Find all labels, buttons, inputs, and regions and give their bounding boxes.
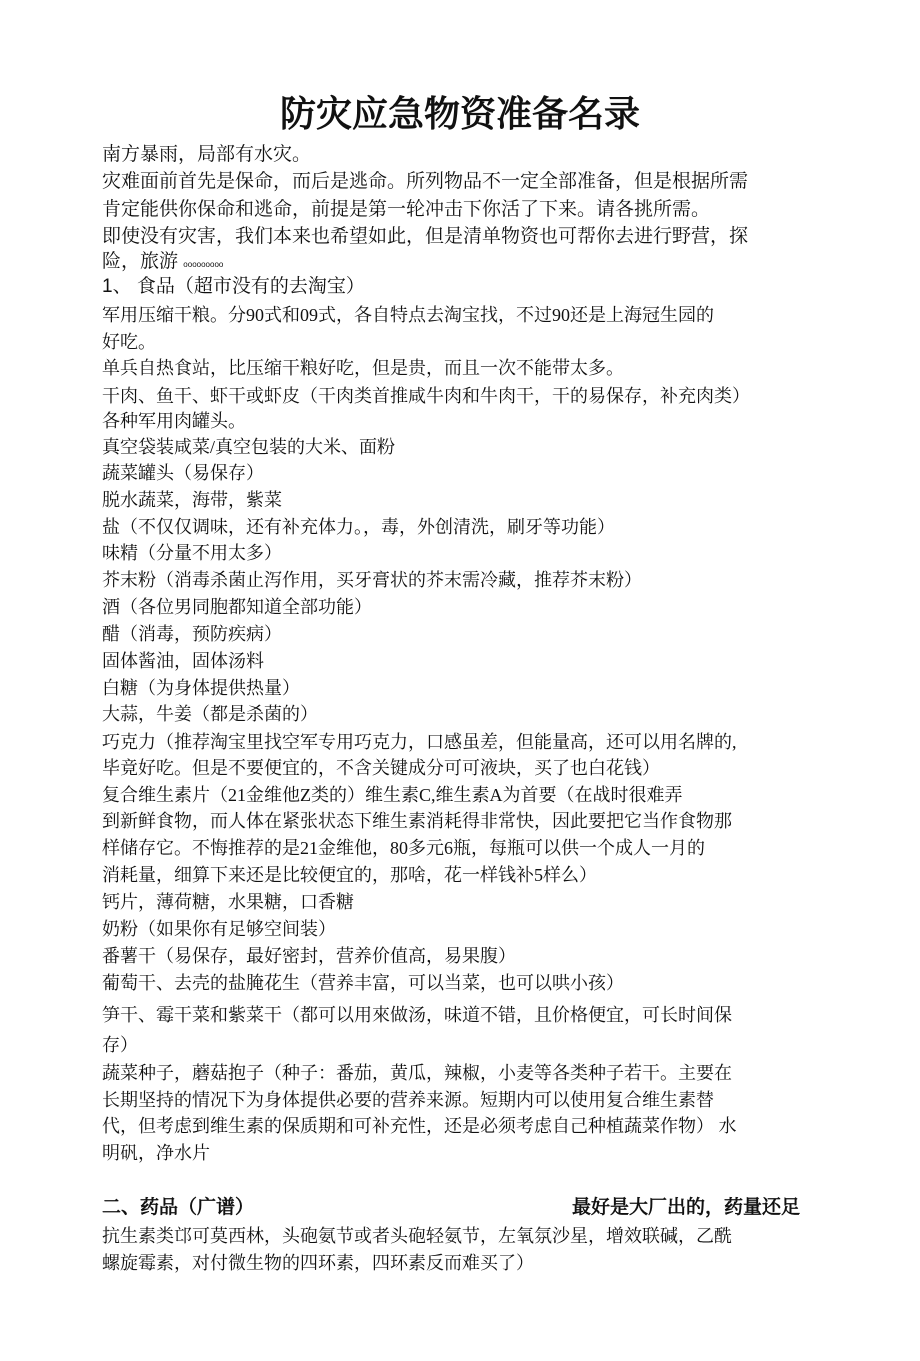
food-item-line: 大蒜，牛姜（都是杀菌的） [102, 704, 318, 724]
food-item-line: 巧克力（推荐淘宝里找空军专用巧克力，口感虽差，但能量高，还可以用名牌的, [102, 732, 737, 752]
intro-line: 即使没有灾害，我们本来也希望如此，但是清单物资也可帮你去进行野营，探 [102, 226, 749, 247]
food-item-line: 葡萄干、去壳的盐腌花生（营养丰富，可以当菜，也可以哄小孩） [102, 973, 624, 993]
food-item-line: 醋（消毒，预防疾病） [102, 624, 282, 644]
medicine-line: 抗生素类邙可莫西林，头砲氨节或者头砲轻氨节，左氧氛沙星，增效联碱，乙酰 [102, 1226, 732, 1246]
food-item-line: 味精（分量不用太多） [102, 543, 282, 563]
section2-note: 最好是大厂出的，药量还足 [572, 1197, 801, 1218]
intro-line: 肯定能供你保命和逃命，前提是第一轮冲击下你活了下来。请各挑所需。 [102, 199, 711, 220]
food-item-line: 蔬菜罐头（易保存） [102, 463, 264, 483]
food-item-line: 酒（各位男同胞都知道全部功能） [102, 597, 372, 617]
food-item-line: 钙片，薄荷糖，水果糖，口香糖 [102, 892, 354, 912]
food-item-line: 真空袋装咸菜/真空包装的大米、面粉 [102, 437, 395, 457]
food-item-line: 毕竟好吃。但是不要便宜的，不含关键成分可可液块，买了也白花钱） [102, 758, 660, 778]
food-item-line: 军用压缩干粮。分90式和09式，各自特点去淘宝找，不过90还是上海冠生园的 [102, 305, 714, 325]
food-item-line: 消耗量，细算下来还是比较便宜的，那啥，花一样钱补5样么） [102, 865, 597, 885]
intro-line-text: 险，旅游 [102, 251, 179, 272]
food-item-line: 单兵自热食站，比压缩干粮好吃，但是贵，而且一次不能带太多。 [102, 358, 624, 378]
food-item-line: 好吃。 [102, 332, 156, 352]
page-title: 防灾应急物资准备名录 [279, 93, 640, 134]
food-item-line: 芥末粉（消毒杀菌止泻作用，买牙膏状的芥末需冷藏，推荐芥末粉） [102, 570, 642, 590]
food-item-line: 番薯干（易保存，最好密封，营养价值高，易果腹） [102, 946, 516, 966]
section1-heading: 1、 食品（超市没有的去淘宝） [102, 276, 365, 297]
food-item-line: 存） [102, 1035, 138, 1055]
food-item-line: 各种军用肉罐头。 [102, 411, 246, 431]
intro-line: 南方暴雨，局部有水灾。 [102, 144, 312, 165]
food-item-line: 代，但考虑到维生素的保质期和可补充性，还是必须考虑自己种植蔬菜作物） 水 [102, 1116, 737, 1136]
food-item-line: 奶粉（如果你有足够空间装） [102, 919, 336, 939]
section2-heading: 二、药品（广谱） [102, 1197, 255, 1218]
food-item-line: 盐（不仅仅调味，还有补充体力。，毒，外创清洗，刷牙等功能） [102, 517, 615, 537]
food-item-line: 干肉、鱼干、虾干或虾皮（干肉类首推咸牛肉和牛肉干，干的易保存，补充肉类） [102, 386, 750, 406]
food-item-line: 脱水蔬菜，海带，紫菜 [102, 490, 282, 510]
intro-line [102, 251, 223, 276]
food-item-line: 样储存它。不悔推荐的是21金维他，80多元6瓶，每瓶可以供一个成人一月的 [102, 838, 705, 858]
food-item-line: 固体酱油，固体汤料 [102, 651, 264, 671]
food-item-line: 到新鲜食物，而人体在紧张状态下维生素消耗得非常快，因此要把它当作食物那 [102, 811, 732, 831]
food-item-line: 笋干、霉干菜和紫菜干（都可以用來做汤，味道不错，且价格便宜，可长时间保 [102, 1005, 732, 1025]
food-item-line: 明矾，净水片 [102, 1143, 210, 1163]
food-item-line: 蔬菜种子，蘑菇抱子（种子：番茄，黄瓜，辣椒，小麦等各类种子若干。主要在 [102, 1063, 732, 1083]
intro-line: 灾难面前首先是保命，而后是逃命。所列物品不一定全部准备，但是根据所需 [102, 171, 749, 192]
food-item-line: 复合维生素片（21金维他Z类的）维生素C,维生素A为首要（在战时很难弄 [102, 785, 683, 805]
food-item-line: 长期坚持的情况下为身体提供必要的营养来源。短期内可以使用复合维生素替 [102, 1090, 714, 1110]
medicine-line: 螺旋霉素，对付微生物的四环素，四环素反而难买了） [102, 1253, 534, 1273]
food-item-line: 白糖（为身体提供热量） [102, 678, 300, 698]
intro-dots: ooooooooo [183, 260, 224, 269]
